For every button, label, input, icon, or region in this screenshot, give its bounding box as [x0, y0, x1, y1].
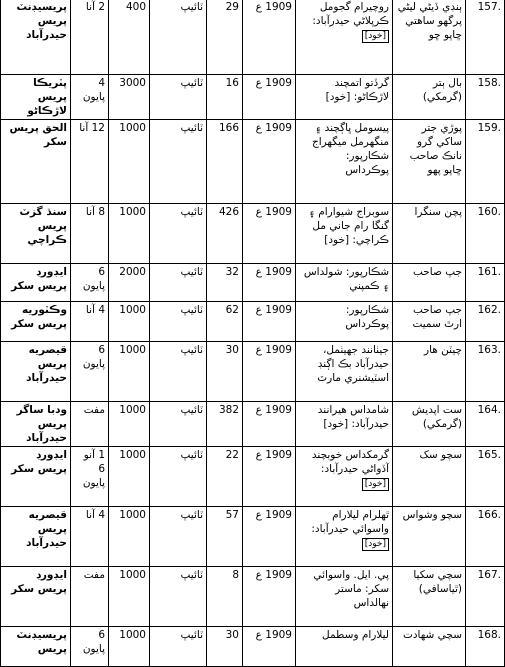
- author-publisher-cell: [296, 507, 393, 567]
- copy-count: 1000: [119, 629, 146, 641]
- book-title-cell: [393, 567, 466, 627]
- publication-year: 1909 ع: [255, 404, 292, 416]
- table-row: [1, 302, 505, 342]
- author-publisher-cell: [296, 75, 393, 120]
- print-type-cell: [150, 204, 207, 264]
- page-count: 8: [232, 569, 239, 581]
- page-count: 382: [218, 404, 239, 416]
- page-count-cell: [207, 567, 243, 627]
- table-row: [1, 120, 505, 204]
- entry-number-cell: [466, 342, 505, 402]
- printing-press-cell: [1, 447, 71, 507]
- price: 4 آنا: [85, 304, 105, 316]
- entry-number: 167.: [477, 569, 501, 581]
- price-cell: [71, 507, 109, 567]
- author-publisher-cell: [296, 120, 393, 204]
- book-title: سچو وشواس: [402, 509, 462, 521]
- publication-year-cell: [243, 120, 296, 204]
- publication-year: 1909 ع: [255, 122, 292, 134]
- copy-count-cell: [109, 204, 150, 264]
- table-row: [1, 342, 505, 402]
- table-row: [1, 567, 505, 627]
- publication-year: 1909 ع: [255, 77, 292, 89]
- entry-number-cell: [466, 302, 505, 342]
- copy-count: 1000: [119, 569, 146, 581]
- print-type: ٽائيپ: [180, 1, 203, 13]
- printing-press-cell: [1, 264, 71, 302]
- book-title: سچو سک: [419, 449, 462, 461]
- page-count: 30: [225, 629, 239, 641]
- author-publisher-cell: [296, 342, 393, 402]
- book-title-cell: [393, 204, 466, 264]
- publication-year-cell: [243, 0, 296, 75]
- entry-number: 160.: [477, 206, 501, 218]
- table-row: [1, 0, 505, 75]
- printing-press: الحق پريس سکر: [9, 122, 67, 148]
- price: 6 پايون: [82, 344, 105, 370]
- page-count-cell: [207, 302, 243, 342]
- author-publisher-cell: [296, 264, 393, 302]
- printing-press-cell: [1, 567, 71, 627]
- copy-count: 1000: [119, 304, 146, 316]
- table-row: [1, 264, 505, 302]
- copy-count-cell: [109, 567, 150, 627]
- page-count: 32: [225, 266, 239, 278]
- book-title-cell: [393, 75, 466, 120]
- printing-press-cell: [1, 0, 71, 75]
- price: مفت: [83, 404, 105, 416]
- print-type-cell: [150, 0, 207, 75]
- copy-count-cell: [109, 447, 150, 507]
- page-count-cell: [207, 75, 243, 120]
- author-publisher-cell: [296, 447, 393, 507]
- copy-count: 1000: [119, 122, 146, 134]
- printing-press: پريسيڊنٽ پريس: [16, 629, 67, 655]
- price-cell: [71, 204, 109, 264]
- print-type-cell: [150, 447, 207, 507]
- book-title-cell: [393, 627, 466, 667]
- print-type: ٽائيپ: [180, 344, 203, 356]
- print-type-cell: [150, 75, 207, 120]
- book-title-cell: [393, 0, 466, 75]
- print-type: ٽائيپ: [180, 509, 203, 521]
- entry-number-cell: [466, 567, 505, 627]
- copy-count: 1000: [119, 449, 146, 461]
- printing-press-cell: [1, 120, 71, 204]
- author-publisher-cell: [296, 567, 393, 627]
- page-count-cell: [207, 120, 243, 204]
- author-publisher: پي. ايل. واسوائي سکر: ماستر نهالداس: [313, 569, 389, 609]
- copy-count-cell: [109, 302, 150, 342]
- entry-number-cell: [466, 75, 505, 120]
- author-publisher: شڪارپور: پوڪرداس: [345, 304, 389, 330]
- author-publisher-cell: [296, 627, 393, 667]
- page-count-cell: [207, 402, 243, 447]
- book-title: بال ٻتر (گرمکي): [422, 77, 462, 103]
- book-title: پچن سنگرا: [414, 206, 462, 218]
- entry-number: 161.: [477, 266, 501, 278]
- publication-year-cell: [243, 627, 296, 667]
- printing-press-cell: [1, 302, 71, 342]
- author-publisher: شڪارپور: شولداس ۽ ڪمپني: [303, 266, 389, 292]
- page-count-cell: [207, 627, 243, 667]
- author-publisher: گرمکداس خوبچند آڏواڻي حيدرآباد:: [311, 449, 389, 475]
- publication-year: 1909 ع: [255, 206, 292, 218]
- printing-press: سنڌ گزٽ پريس ڪراچي: [19, 206, 67, 246]
- copy-count-cell: [109, 627, 150, 667]
- price-cell: [71, 0, 109, 75]
- book-title: چيٽن هار: [424, 344, 462, 356]
- printing-press: پٽريڪا پريس لاڙڪاڻو: [27, 77, 67, 117]
- table-row: [1, 627, 505, 667]
- print-type-cell: [150, 302, 207, 342]
- author-publisher-cell: [296, 402, 393, 447]
- printing-press-cell: [1, 627, 71, 667]
- printing-press-cell: [1, 75, 71, 120]
- print-type: ٽائيپ: [180, 629, 203, 641]
- publication-year-cell: [243, 75, 296, 120]
- table-row: [1, 447, 505, 507]
- page-count: 426: [218, 206, 239, 218]
- page-count-cell: [207, 0, 243, 75]
- publication-year: 1909 ع: [255, 344, 292, 356]
- entry-number: 162.: [477, 304, 501, 316]
- print-type: ٽائيپ: [180, 404, 203, 416]
- page-count-cell: [207, 264, 243, 302]
- author-publisher-cell: [296, 302, 393, 342]
- price: 12 آنا: [79, 122, 105, 134]
- copy-count-cell: [109, 0, 150, 75]
- print-type: ٽائيپ: [180, 77, 203, 89]
- entry-number: 165.: [477, 449, 501, 461]
- price-cell: [71, 402, 109, 447]
- author-publisher: ليلارام وسطمل: [322, 629, 389, 641]
- catalog-rows: [1, 0, 505, 667]
- print-type-cell: [150, 402, 207, 447]
- author-publisher: جيٺانند جهيٺمل، حيدرآباد بڪ اڳنڊ اسٽيشنري مارٽ: [317, 344, 389, 384]
- price-cell: [71, 120, 109, 204]
- print-type-cell: [150, 567, 207, 627]
- author-publisher-cell: [296, 204, 393, 264]
- entry-number-cell: [466, 402, 505, 447]
- print-type-cell: [150, 120, 207, 204]
- author-publisher: گرڏتو اتمچند لاڙڪاڻو: [خود]: [325, 77, 389, 103]
- page-count: 57: [225, 509, 239, 521]
- publication-year: 1909 ع: [255, 569, 292, 581]
- publisher-note: [خود]: [362, 538, 389, 551]
- book-title: جپ صاحب ارٿ سميت: [412, 304, 462, 330]
- book-title-cell: [393, 302, 466, 342]
- book-title: سچي سکيا (ٿياسافي): [413, 569, 462, 595]
- print-type: ٽائيپ: [180, 266, 203, 278]
- printing-press: قيصريه پريس حيدرآباد: [26, 509, 67, 549]
- copy-count-cell: [109, 75, 150, 120]
- printing-press: پريسيڊنٽ پريس حيدرآباد: [16, 1, 67, 41]
- entry-number: 157.: [477, 1, 501, 13]
- copy-count: 400: [125, 1, 146, 13]
- print-type-cell: [150, 342, 207, 402]
- entry-number: 166.: [477, 509, 501, 521]
- publication-year: 1909 ع: [255, 304, 292, 316]
- book-title: سچي شهادت: [402, 629, 462, 641]
- page-count-cell: [207, 342, 243, 402]
- publication-year-cell: [243, 302, 296, 342]
- book-title-cell: [393, 507, 466, 567]
- page-count: 16: [225, 77, 239, 89]
- book-title-cell: [393, 342, 466, 402]
- entry-number-cell: [466, 447, 505, 507]
- price: 4 پايون: [82, 77, 105, 103]
- book-title: ست اپديش (گرمکي): [411, 404, 462, 430]
- price: 2 آنا: [85, 1, 105, 13]
- entry-number-cell: [466, 264, 505, 302]
- author-publisher: شامداس هيرانند حيدرآباد: [خود]: [317, 404, 389, 430]
- publication-year-cell: [243, 567, 296, 627]
- price-cell: [71, 342, 109, 402]
- entry-number-cell: [466, 0, 505, 75]
- table-row: [1, 507, 505, 567]
- entry-number-cell: [466, 120, 505, 204]
- price-cell: [71, 627, 109, 667]
- entry-number-cell: [466, 627, 505, 667]
- author-publisher: سوبراج شيوارام ۽ گنگا رام جاني مل ڪراچي: [خود]: [308, 206, 389, 246]
- printing-press-cell: [1, 402, 71, 447]
- publication-year-cell: [243, 507, 296, 567]
- print-type: ٽائيپ: [180, 122, 203, 134]
- entry-number: 164.: [477, 404, 501, 416]
- copy-count-cell: [109, 507, 150, 567]
- book-title-cell: [393, 120, 466, 204]
- page-count: 29: [225, 1, 239, 13]
- publication-year-cell: [243, 447, 296, 507]
- copy-count: 3000: [119, 77, 146, 89]
- copy-count: 1000: [119, 404, 146, 416]
- print-type: ٽائيپ: [180, 449, 203, 461]
- price-cell: [71, 447, 109, 507]
- printing-press: ايڊورڊ پريس سکر: [11, 449, 67, 475]
- price: مفت: [83, 569, 105, 581]
- copy-count: 1000: [119, 206, 146, 218]
- publication-year-cell: [243, 342, 296, 402]
- copy-count-cell: [109, 264, 150, 302]
- printing-press: قيصريه پريس حيدرآباد: [26, 344, 67, 384]
- publication-year: 1909 ع: [255, 266, 292, 278]
- entry-number-cell: [466, 204, 505, 264]
- book-title: جپ صاحب: [412, 266, 462, 278]
- page-count: 22: [225, 449, 239, 461]
- entry-number: 168.: [477, 629, 501, 641]
- price: 4 آنا: [85, 509, 105, 521]
- print-type-cell: [150, 507, 207, 567]
- price-cell: [71, 75, 109, 120]
- publication-year: 1909 ع: [255, 629, 292, 641]
- page-count: 62: [225, 304, 239, 316]
- printing-press-cell: [1, 204, 71, 264]
- page-count-cell: [207, 507, 243, 567]
- printing-press: ودبا ساگر پريس حيدرآباد: [16, 404, 67, 444]
- price: 6 پايون: [82, 629, 105, 655]
- publication-year: 1909 ع: [255, 449, 292, 461]
- author-publisher: ٿهلرام ليلارام واسوائي حيدرآباد:: [311, 509, 389, 535]
- printing-press-cell: [1, 342, 71, 402]
- publication-year-cell: [243, 402, 296, 447]
- price: 6 پايون: [82, 266, 105, 292]
- book-title-cell: [393, 447, 466, 507]
- copy-count-cell: [109, 402, 150, 447]
- copy-count: 2000: [119, 266, 146, 278]
- book-title-cell: [393, 402, 466, 447]
- print-type: ٽائيپ: [180, 206, 203, 218]
- author-publisher: پيسومل ڀاڳچند ۽ منگهرمل ميگهراج شڪارپور: پوڪرداس: [311, 122, 389, 176]
- table-row: [1, 402, 505, 447]
- price-cell: [71, 567, 109, 627]
- publication-year-cell: [243, 264, 296, 302]
- book-title: پوڙي جتر ساکي گرو نانڪ صاحب ڇاپو پهو: [409, 122, 462, 176]
- publisher-note: [خود]: [362, 30, 389, 43]
- price-cell: [71, 264, 109, 302]
- book-title-cell: [393, 264, 466, 302]
- publisher-note: [خود]: [362, 478, 389, 491]
- print-type-cell: [150, 264, 207, 302]
- printing-press: وڪٽوريه پريس سکر: [11, 304, 67, 330]
- entry-number-cell: [466, 507, 505, 567]
- price: 1 آنو 6 پايون: [82, 449, 105, 489]
- copy-count-cell: [109, 120, 150, 204]
- author-publisher-cell: [296, 0, 393, 75]
- entry-number: 159.: [477, 122, 501, 134]
- page-count-cell: [207, 447, 243, 507]
- price: 8 آنا: [85, 206, 105, 218]
- printing-press: ايڊورڊ پريس سکر: [11, 266, 67, 292]
- book-title: ٻنڊي ڏيڻي ليڻي پرگهو ساهتي ڇاپو ڇو: [397, 1, 462, 41]
- print-type-cell: [150, 627, 207, 667]
- copy-count: 1000: [119, 509, 146, 521]
- print-type: ٽائيپ: [180, 304, 203, 316]
- publication-year: 1909 ع: [255, 1, 292, 13]
- page-count-cell: [207, 204, 243, 264]
- publication-year: 1909 ع: [255, 509, 292, 521]
- copy-count: 1000: [119, 344, 146, 356]
- author-publisher: روچيرام گجومل ڪرپلاڻي حيدرآباد:: [312, 1, 389, 27]
- page-count: 30: [225, 344, 239, 356]
- table-row: [1, 204, 505, 264]
- printing-press: ايڊورڊ پريس سکر: [11, 569, 67, 595]
- printing-press-cell: [1, 507, 71, 567]
- copy-count-cell: [109, 342, 150, 402]
- print-type: ٽائيپ: [180, 569, 203, 581]
- table-row: [1, 75, 505, 120]
- price-cell: [71, 302, 109, 342]
- entry-number: 163.: [477, 344, 501, 356]
- entry-number: 158.: [477, 77, 501, 89]
- page-count: 166: [218, 122, 239, 134]
- publication-year-cell: [243, 204, 296, 264]
